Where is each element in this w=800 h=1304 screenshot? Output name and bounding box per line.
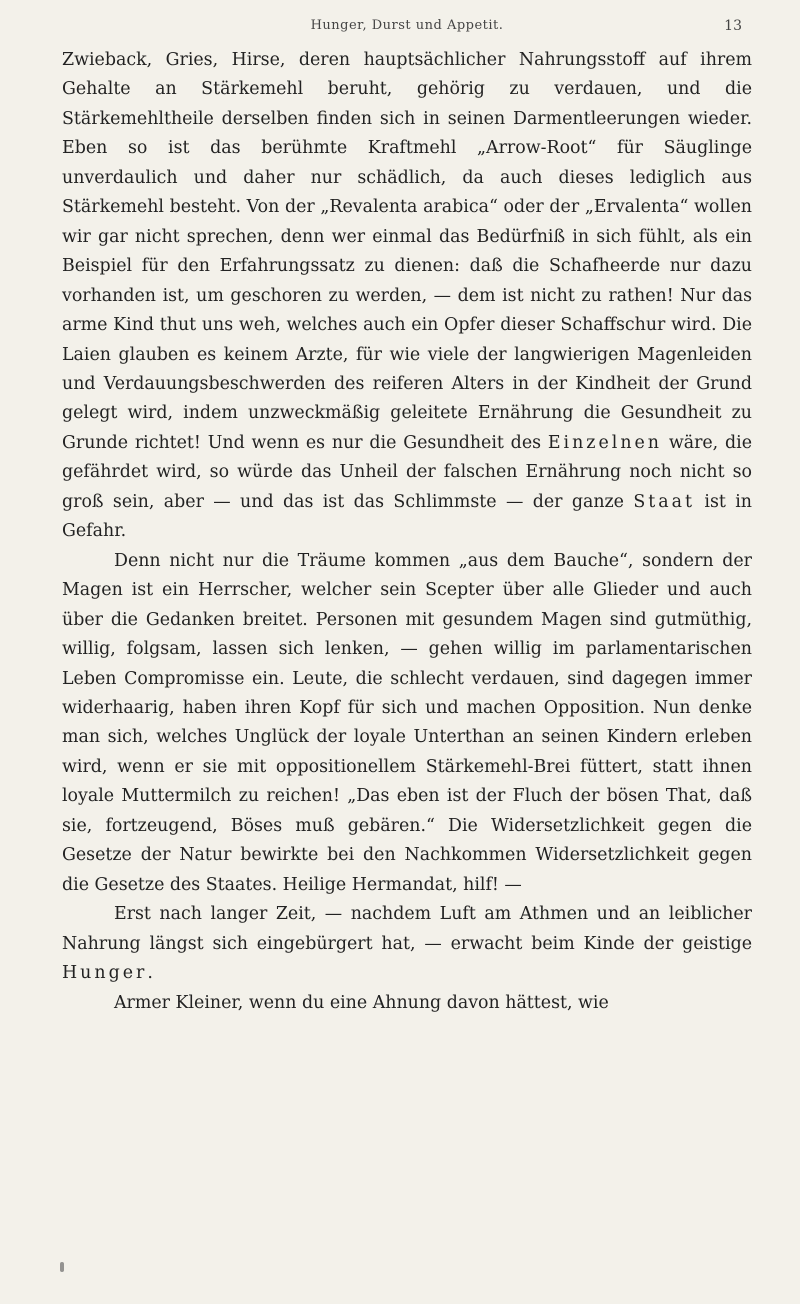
text-run: Erst nach langer Zeit, — nachdem Luft am Athmen und an leiblicher Nahrung längst sich eingebürgert hat, — erwacht beim Kinde der geistige: [62, 904, 752, 954]
text-run: Zwieback, Gries, Hirse, deren hauptsächlicher Nahrungsstoff auf ihrem Gehalte an Stärkemehl beruht, gehörig zu verdauen, und die Stärkemehltheile derselben finden sich in seinen Darmentleerungen wieder. Eben so ist das berühmte Kraftmehl „Arrow-Root“ für Säuglinge unverdaulich und daher nur schädlich, da auch dieses lediglich aus Stärkemehl besteht. Von der „Revalenta arabica“ oder der „Ervalenta“ wollen wir gar nicht sprechen, denn wer einmal das Bedürfniß in sich fühlt, als ein Beispiel für den Erfahrungssatz zu dienen: daß die Schafheerde nur dazu vorhanden ist, um geschoren zu werden, — dem ist nicht zu rathen! Nur das arme Kind thut uns weh, welches auch ein Opfer dieser Schaffschur wird. Die Laien glauben es keinem Arzte, für wie viele der langwierigen Magenleiden und Verdauungsbeschwerden des reiferen Alters in der Kindheit der Grund gelegt wird, indem unzweckmäßig geleitete Ernährung die Gesundheit zu Grunde richtet! Und wenn es nur die Gesundheit des: [62, 50, 752, 453]
paragraph: [62, 989, 752, 1018]
text-run: Armer Kleiner, wenn du eine Ahnung davon hättest, wie: [114, 992, 609, 1013]
text-run: wäre, die gefährdet wird, so würde das Unheil der falschen Ernährung noch nicht so groß sein, aber — und das ist das Schlimmste — der ganze: [62, 432, 752, 512]
text-run: ist in Gefahr.: [62, 491, 752, 542]
page-header: [62, 16, 752, 46]
running-head: Hunger, Durst und Appetit.: [310, 18, 504, 33]
paragraph: [62, 547, 752, 900]
emphasized-word: Einzelnen: [547, 432, 663, 453]
paragraph: [62, 46, 752, 547]
text-run: .: [147, 963, 153, 984]
text-run: Denn nicht nur die Träume kommen „aus dem Bauche“, sondern der Magen ist ein Herrscher, welcher sein Scepter über alle Glieder und auch über die Gedanken breitet. Personen mit gesundem Magen sind gutmüthig, willig, folgsam, lassen sich lenken, — gehen willig im parlamentarischen Leben Compromisse ein. Leute, die schlecht verdauen, sind dagegen immer widerhaarig, haben ihren Kopf für sich und machen Opposition. Nun denke man sich, welches Unglück der loyale Unterthan an seinen Kindern erleben wird, wenn er sie mit oppositionellem Stärkemehl-Brei füttert, statt ihnen loyale Muttermilch zu reichen! „Das eben ist der Fluch der bösen That, daß sie, fortzeugend, Böses muß gebären.“ Die Widersetzlichkeit gegen die Gesetze der Natur bewirkte bei den Nachkommen Widersetzlichkeit gegen die Gesetze des Staates. Heilige Hermandat, hilf! —: [62, 550, 752, 895]
emphasized-word: Staat: [633, 491, 695, 512]
ink-speck: [60, 1262, 64, 1272]
emphasized-word: Hunger: [62, 963, 148, 984]
paragraph: [62, 900, 752, 988]
body-text: [62, 46, 752, 1018]
page-number: 13: [724, 18, 742, 34]
